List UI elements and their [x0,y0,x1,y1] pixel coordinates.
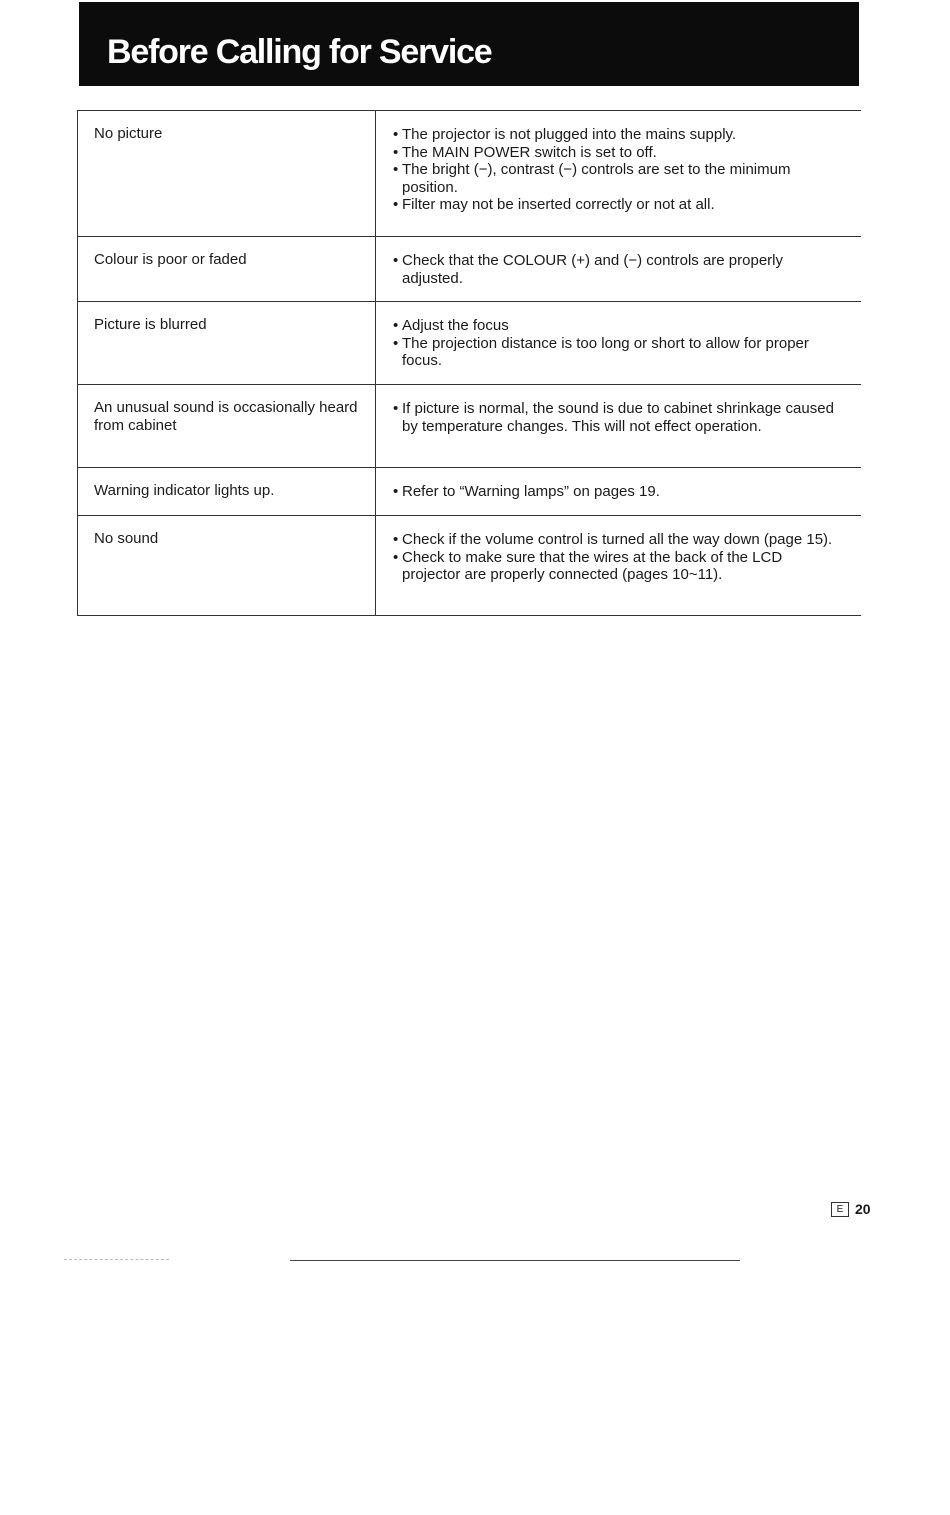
page-title: Before Calling for Service [107,33,492,71]
remedy-item: • The bright (−), contrast (−) controls are set to the minimum position. [393,161,843,196]
remedy-list [393,252,843,287]
remedy-item: • Check if the volume control is turned all the way down (page 15). [393,531,843,549]
problem-cell: An unusual sound is occasionally heard from cabinet [78,385,376,467]
problem-cell: Warning indicator lights up. [78,468,376,515]
table-row [78,302,861,385]
footer-divider [290,1260,740,1261]
remedy-item: • The projection distance is too long or short to allow for proper focus. [393,335,843,370]
remedy-cell [376,111,861,236]
table-row [78,516,861,615]
remedy-list [393,317,843,370]
problem-cell: No sound [78,516,376,615]
remedy-cell [376,237,861,301]
remedy-item: • Adjust the focus [393,317,843,335]
problem-cell: Picture is blurred [78,302,376,384]
page-number [831,1201,871,1217]
table-row [78,237,861,302]
remedy-list [393,531,843,584]
remedy-cell [376,385,861,467]
remedy-cell [376,468,861,515]
remedy-cell [376,516,861,615]
remedy-item: • The projector is not plugged into the mains supply. [393,126,843,144]
table-row [78,111,861,237]
remedy-item: • The MAIN POWER switch is set to off. [393,144,843,162]
remedy-list [393,126,843,214]
remedy-item: • Check to make sure that the wires at the back of the LCD projector are properly connected (pages 10~11). [393,549,843,584]
problem-cell: No picture [78,111,376,236]
table-row [78,385,861,468]
remedy-item: • Refer to “Warning lamps” on pages 19. [393,483,843,501]
title-bar [79,2,859,86]
remedy-item: • Check that the COLOUR (+) and (−) controls are properly adjusted. [393,252,843,287]
remedy-item: • Filter may not be inserted correctly or not at all. [393,196,843,214]
problem-cell: Colour is poor or faded [78,237,376,301]
language-mark: E [831,1202,849,1217]
remedy-item: • If picture is normal, the sound is due to cabinet shrinkage caused by temperature changes. This will not effect operation. [393,400,843,435]
table-row [78,468,861,516]
remedy-list [393,400,843,435]
remedy-cell [376,302,861,384]
troubleshooting-table [77,110,861,616]
remedy-list [393,483,843,501]
footer-divider-left [64,1259,169,1260]
page-number-value: 20 [855,1201,871,1217]
